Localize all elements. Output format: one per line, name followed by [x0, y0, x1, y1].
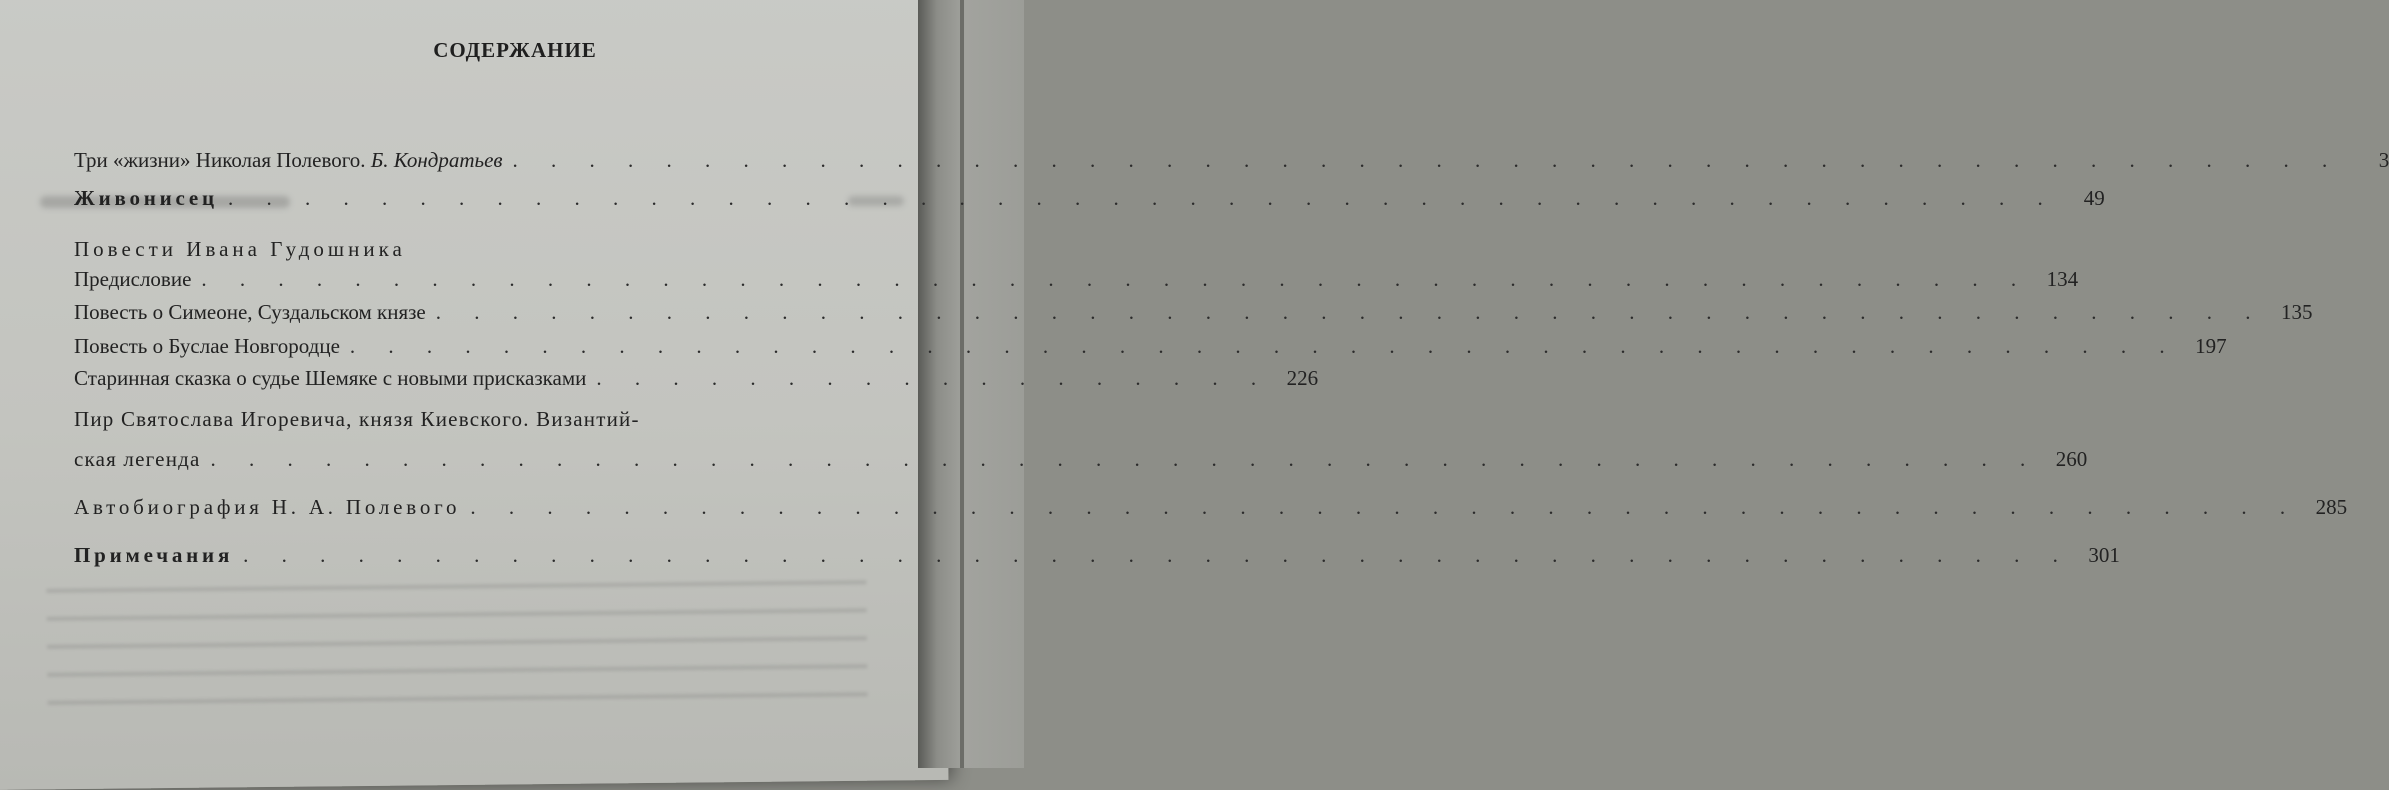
dot-leader: . . . . . . . . . . . . . . . . . . . . . . . . . . . . . . . . . . . . . . . . . . . . . . . .: [470, 495, 2300, 519]
toc-page-number: 260: [2055, 447, 2088, 471]
dot-leader: . . . . . . . . . . . . . . . . . . . . . . . . . . . . . . . . . . . . . . . . . . . . . . . .: [243, 543, 2072, 567]
toc-section-heading: Повести Ивана Гудошника: [74, 237, 406, 261]
toc-entry: [74, 300, 2313, 330]
toc-entry-title: Живонисец: [74, 186, 218, 210]
bleed-through-text: [46, 561, 868, 720]
toc-entry: [74, 186, 2105, 216]
toc-entry-title: Пир Святослава Игоревича, князя Киевского. Византий-: [74, 407, 640, 431]
toc-entry: [74, 148, 2389, 178]
toc-entry-title: Три «жизни» Николая Полевого. Б. Кондратьев: [74, 148, 503, 172]
toc-entry-title: Предисловие: [74, 267, 192, 291]
dot-leader: . . . . . . . . . . . . . . . . . . . . . . . . . . . . . . . . . . . . . . . . . . . . . . . .: [435, 300, 2265, 324]
toc-page-number: 3: [2378, 148, 2389, 172]
toc-entry: [74, 366, 1319, 396]
dot-leader: . . . . . . . . . . . . . . . . . . . . . . . . . . . . . . . . . . . . . . . . . . . . . . . .: [201, 267, 2031, 291]
dot-leader: . . . . . . . . . . . . . . . . . . . . . . . . . . . . . . . . . . . . . . . . . . . . . . . .: [227, 186, 2057, 210]
toc-page-number: 197: [2195, 334, 2227, 358]
toc-entry-line1: [74, 407, 904, 437]
dot-leader: . . . . . . . . . . . . . . . . . . . . . . . . . . . . . . . . . . . . . . . . . . . . . . . .: [349, 334, 2179, 358]
dot-leader: . . . . . . . . . . . . . . . . . . . . . . . . . . . . . . . . . . . . . . . . . . . . . . . .: [210, 447, 2040, 471]
toc-page-number: 301: [2088, 543, 2120, 567]
page-title: СОДЕРЖАНИЕ: [433, 38, 597, 62]
toc-entry: [74, 267, 2079, 297]
toc-entry-title: Повесть о Буслае Новгородце: [74, 334, 340, 358]
toc-entry-title-continuation: ская легенда: [74, 447, 201, 471]
toc-page-number: 134: [2046, 267, 2079, 291]
toc-entry: [74, 495, 2348, 525]
toc-entry-title: Примечания: [74, 543, 234, 567]
toc-entry: [74, 334, 2227, 364]
toc-page-number: 285: [2315, 495, 2348, 519]
toc-entry-line2: [74, 447, 2088, 477]
toc-entry-title: Старинная сказка о судье Шемяке с новыми присказками: [74, 366, 587, 390]
dot-leader: . . . . . . . . . . . . . . . . . .: [596, 366, 1271, 390]
toc-entry: [74, 543, 2120, 573]
toc-page-number: 49: [2083, 186, 2105, 210]
dot-leader: . . . . . . . . . . . . . . . . . . . . . . . . . . . . . . . . . . . . . . . . . . . . . . . .: [512, 148, 2342, 172]
toc-entry-author: Б. Кондратьев: [370, 148, 503, 172]
toc-page-number: 135: [2281, 300, 2313, 324]
toc-entry-title: Повесть о Симеоне, Суздальском князе: [74, 300, 426, 324]
toc-entry-title: Автобиография Н. А. Полевого: [74, 495, 461, 519]
toc-page-number: 226: [1286, 366, 1319, 390]
